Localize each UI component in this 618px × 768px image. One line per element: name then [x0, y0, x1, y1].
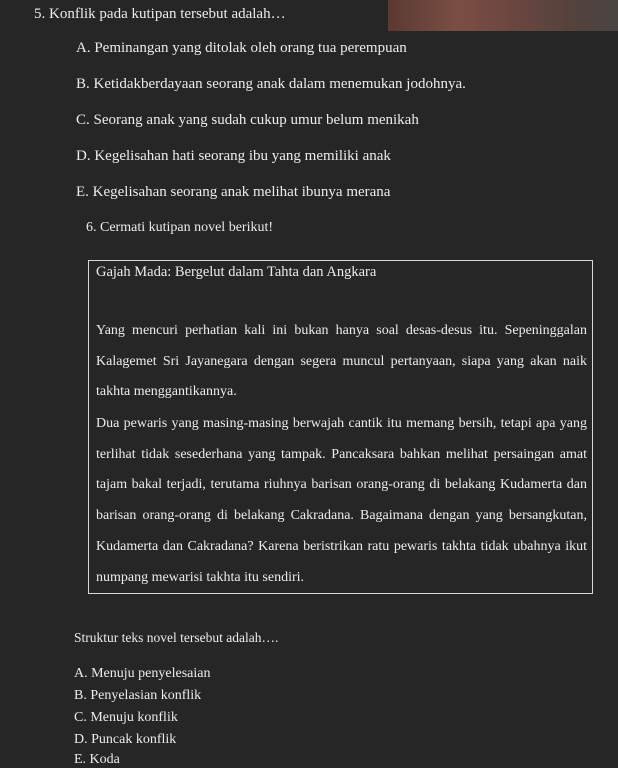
q5-option-e: E. Kegelisahan seorang anak melihat ibunya merana	[76, 184, 391, 200]
q6-option-e: E. Koda	[74, 752, 120, 767]
question-6-prompt: 6. Cermati kutipan novel berikut!	[86, 220, 274, 235]
question-6-text: Struktur teks novel tersebut adalah….	[74, 630, 279, 645]
q5-option-b: B. Ketidakberdayaan seorang anak dalam menemukan jodohnya.	[76, 76, 466, 92]
question-5-text: 5. Konflik pada kutipan tersebut adalah…	[34, 6, 286, 22]
q6-option-a: A. Menuju penyelesaian	[74, 666, 211, 681]
cropped-photo	[388, 0, 618, 31]
q5-option-d: D. Kegelisahan hati seorang ibu yang memiliki anak	[76, 148, 391, 164]
excerpt-paragraph-1: Yang mencuri perhatian kali ini bukan hanya soal desas-desus itu. Sepeninggalan Kalagemet Sri Jayanegara dengan segera muncul pertanyaan, siapa yang akan naik takhta menggantikannya.	[96, 323, 587, 400]
q5-option-a: A. Peminangan yang ditolak oleh orang tua perempuan	[76, 40, 407, 56]
excerpt-title: Gajah Mada: Bergelut dalam Tahta dan Angkara	[96, 264, 377, 280]
q5-option-c: C. Seorang anak yang sudah cukup umur belum menikah	[76, 112, 419, 128]
q6-option-d: D. Puncak konflik	[74, 732, 177, 747]
q6-option-b: B. Penyelasian konflik	[74, 688, 202, 703]
novel-excerpt-box	[88, 260, 593, 594]
q6-option-c: C. Menuju konflik	[74, 710, 178, 725]
excerpt-paragraph-2: Dua pewaris yang masing-masing berwajah cantik itu memang bersih, tetapi apa yang terlihat tidak sesederhana yang tampak. Pancaksara bahkan melihat persaingan amat tajam bakal terjadi, terutama riuhnya barisan orang-orang di belakang Kudamerta dan barisan orang-orang di belakang Cakradana. Bagaimana dengan yang bersangkutan, Kudamerta dan Cakradana? Karena beristrikan ratu pewaris takhta tidak ubahnya ikut numpang mewarisi takhta itu sendiri.	[96, 416, 587, 585]
